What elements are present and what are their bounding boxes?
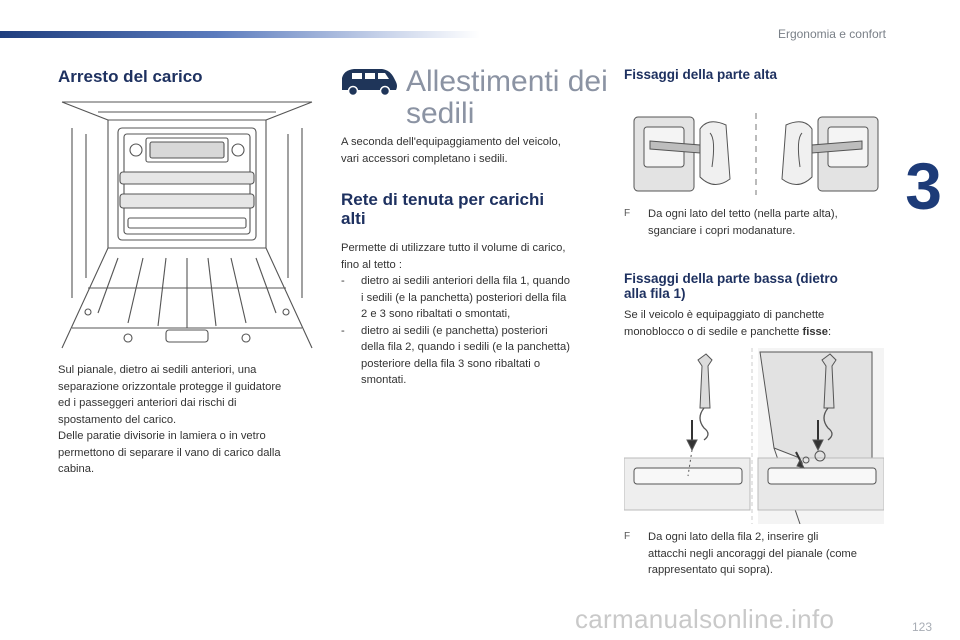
text-line: Se il veicolo è equipaggiato di panchette: [624, 309, 825, 321]
text-line: rappresentato qui sopra).: [648, 564, 774, 576]
text-line: Delle paratie divisorie in lamiera o in vetro: [58, 430, 266, 442]
text-line: attacchi negli ancoraggi del pianale (come: [648, 547, 857, 560]
text-line: sganciare i copri modanature.: [648, 224, 796, 237]
text-line: A seconda dell'equipaggiamento del veicolo,: [341, 136, 561, 148]
lower-fixings-text: [624, 307, 886, 340]
text-segment: monoblocco o di sedile e panchette: [624, 325, 803, 338]
van-icon-svg: [338, 64, 400, 98]
cargo-net-text: [341, 240, 603, 389]
list-item: [341, 323, 603, 389]
text-line: i sedili (e la panchetta) posteriori della fila: [361, 291, 567, 304]
text-line: [624, 324, 886, 341]
lower-fixings-title: [624, 271, 838, 301]
upper-fixings-illustration: [630, 107, 882, 199]
step-marker-icon: F: [624, 208, 631, 219]
lower-fixings-drawing: [624, 348, 884, 524]
text-line: spostamento del carico.: [58, 413, 177, 426]
text-line: vari accessori completano i sedili.: [341, 152, 508, 165]
text-line: smontati.: [361, 374, 407, 386]
step-item: [624, 206, 884, 239]
text-line: permettono di separare il vano di carico dalla: [58, 446, 281, 459]
cargo-area-illustration: [58, 98, 316, 356]
text-line: 2 e 3 sono ribaltati o smontati,: [361, 308, 511, 320]
page-number: 123: [911, 620, 932, 634]
header-color-bar: [0, 31, 480, 38]
upper-fixings-title: Fissaggi della parte alta: [624, 67, 778, 82]
text-line: fino al tetto :: [341, 258, 402, 271]
text-line: dietro ai sedili (e panchetta) posteriori: [361, 324, 548, 337]
dash-marker: -: [341, 275, 345, 287]
seat-fittings-intro: [341, 134, 601, 167]
section-title: Ergonomia e confort: [777, 27, 886, 41]
text-line: Sul pianale, dietro ai sedili anteriori, una: [58, 364, 257, 376]
text-line: posteriore della fila 3 sono ribaltati o: [361, 357, 541, 370]
lower-fixings-illustration: [624, 348, 884, 524]
dash-marker: -: [341, 324, 345, 337]
title-line: Allestimenti dei: [406, 65, 608, 98]
text-line: separazione orizzontale protegge il guidatore: [58, 380, 282, 393]
text-line: Da ogni lato della fila 2, inserire gli: [648, 531, 819, 543]
title-line: Rete di tenuta per carichi: [341, 190, 545, 209]
text-line: cabina.: [58, 463, 95, 475]
title-line: Fissaggi della parte bassa (dietro: [624, 271, 838, 286]
lower-fixings-step: [624, 529, 886, 579]
upper-fixings-step: [624, 206, 884, 239]
text-line: dietro ai sedili anteriori della fila 1, quando: [361, 275, 570, 287]
van-icon: [338, 64, 400, 98]
text-segment: :: [828, 325, 832, 338]
list-item: [341, 273, 603, 323]
seat-fittings-title: [406, 66, 608, 130]
text-line: Permette di utilizzare tutto il volume di carico,: [341, 242, 566, 254]
cargo-stop-title: Arresto del carico: [58, 67, 203, 86]
watermark: carmanualsonline.info: [575, 604, 835, 634]
bold-text-segment: fisse: [802, 325, 828, 338]
step-marker-icon: F: [624, 531, 631, 542]
title-line: alti: [341, 209, 366, 228]
text-line: della fila 2, quando i sedili (e la panchetta): [361, 341, 570, 353]
text-line: Da ogni lato del tetto (nella parte alta),: [648, 208, 838, 220]
text-line: ed i passeggeri anteriori dai rischi di: [58, 397, 237, 409]
chapter-number: 3: [905, 149, 942, 223]
cargo-area-drawing: [58, 98, 316, 356]
step-item: [624, 529, 886, 579]
title-line: sedili: [406, 97, 475, 130]
title-line: alla fila 1): [624, 286, 686, 301]
upper-fixings-drawing: [630, 107, 882, 199]
cargo-stop-text: [58, 362, 320, 478]
cargo-net-title: [341, 190, 544, 228]
